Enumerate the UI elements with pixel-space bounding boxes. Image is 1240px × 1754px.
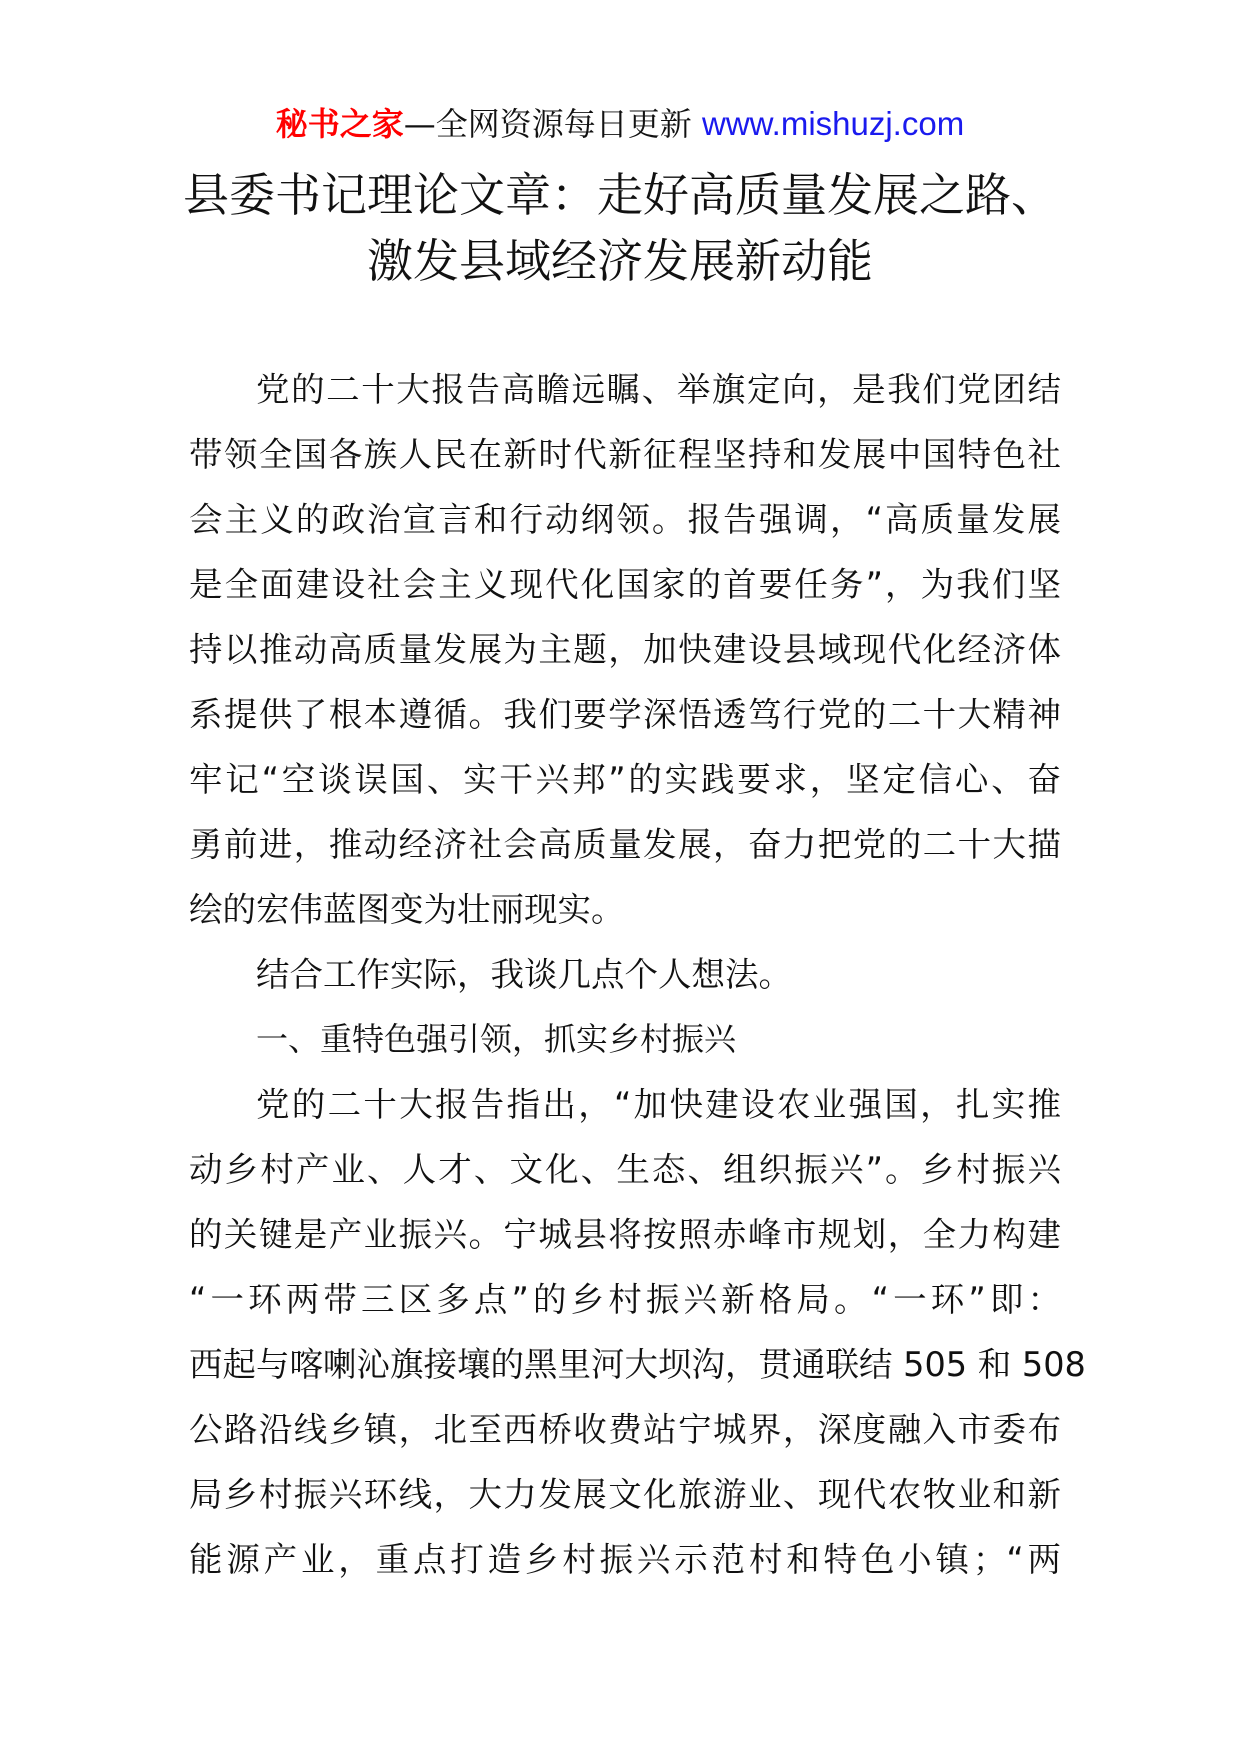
text-line: “一环两带三区多点”的乡村振兴新格局。“一环”即： (189, 1280, 1061, 1319)
website-link[interactable]: www.mishuzj.com (701, 105, 965, 142)
text-line: 持以推动高质量发展为主题，加快建设县域现代化经济体 (189, 630, 1061, 669)
text-line: 局乡村振兴环线，大力发展文化旅游业、现代农牧业和新 (189, 1475, 1061, 1514)
text-line: 带领全国各族人民在新时代新征程坚持和发展中国特色社 (189, 435, 1061, 474)
title-line-1: 县委书记理论文章：走好高质量发展之路、 (183, 168, 1057, 222)
brand-name: 秘书之家 (275, 105, 404, 143)
text-line: 勇前进，推动经济社会高质量发展，奋力把党的二十大描 (189, 825, 1061, 864)
section-heading-1: 一、重特色强引领，抓实乡村振兴 (256, 1020, 737, 1058)
text-line: 会主义的政治宣言和行动纲领。报告强调，“高质量发展 (189, 500, 1061, 539)
text-line: 的关键是产业振兴。宁城县将按照赤峰市规划，全力构建 (189, 1215, 1061, 1254)
paragraph-rural-revitalization (189, 1072, 1086, 1592)
text-line: 西起与喀喇沁旗接壤的黑里河大坝沟，贯通联结 505 和 508 (189, 1345, 1086, 1384)
header-tagline: —全网资源每日更新 (403, 105, 692, 143)
title-line-2: 激发县域经济发展新动能 (367, 234, 873, 288)
text-line: 牢记“空谈误国、实干兴邦”的实践要求，坚定信心、奋 (189, 760, 1061, 799)
text-line: 能源产业，重点打造乡村振兴示范村和特色小镇；“两 (189, 1540, 1061, 1579)
text-line: 动乡村产业、人才、文化、生态、组织振兴”。乡村振兴 (189, 1150, 1061, 1189)
paragraph-intro (189, 357, 1061, 942)
text-line: 系提供了根本遵循。我们要学深悟透笃行党的二十大精神 (189, 695, 1061, 734)
site-header (0, 102, 1240, 146)
text-line: 党的二十大报告高瞻远瞩、举旗定向，是我们党团结 (256, 370, 1061, 409)
text-line: 党的二十大报告指出，“加快建设农业强国，扎实推 (256, 1085, 1061, 1124)
text-line: 公路沿线乡镇，北至西桥收费站宁城界，深度融入市委布 (189, 1410, 1061, 1449)
article-title (0, 162, 1240, 294)
text-line: 绘的宏伟蓝图变为壮丽现实。 (189, 890, 625, 929)
text-line: 是全面建设社会主义现代化国家的首要任务”，为我们坚 (189, 565, 1061, 604)
paragraph-transition: 结合工作实际，我谈几点个人想法。 (256, 955, 792, 994)
article-body (189, 357, 1086, 1592)
